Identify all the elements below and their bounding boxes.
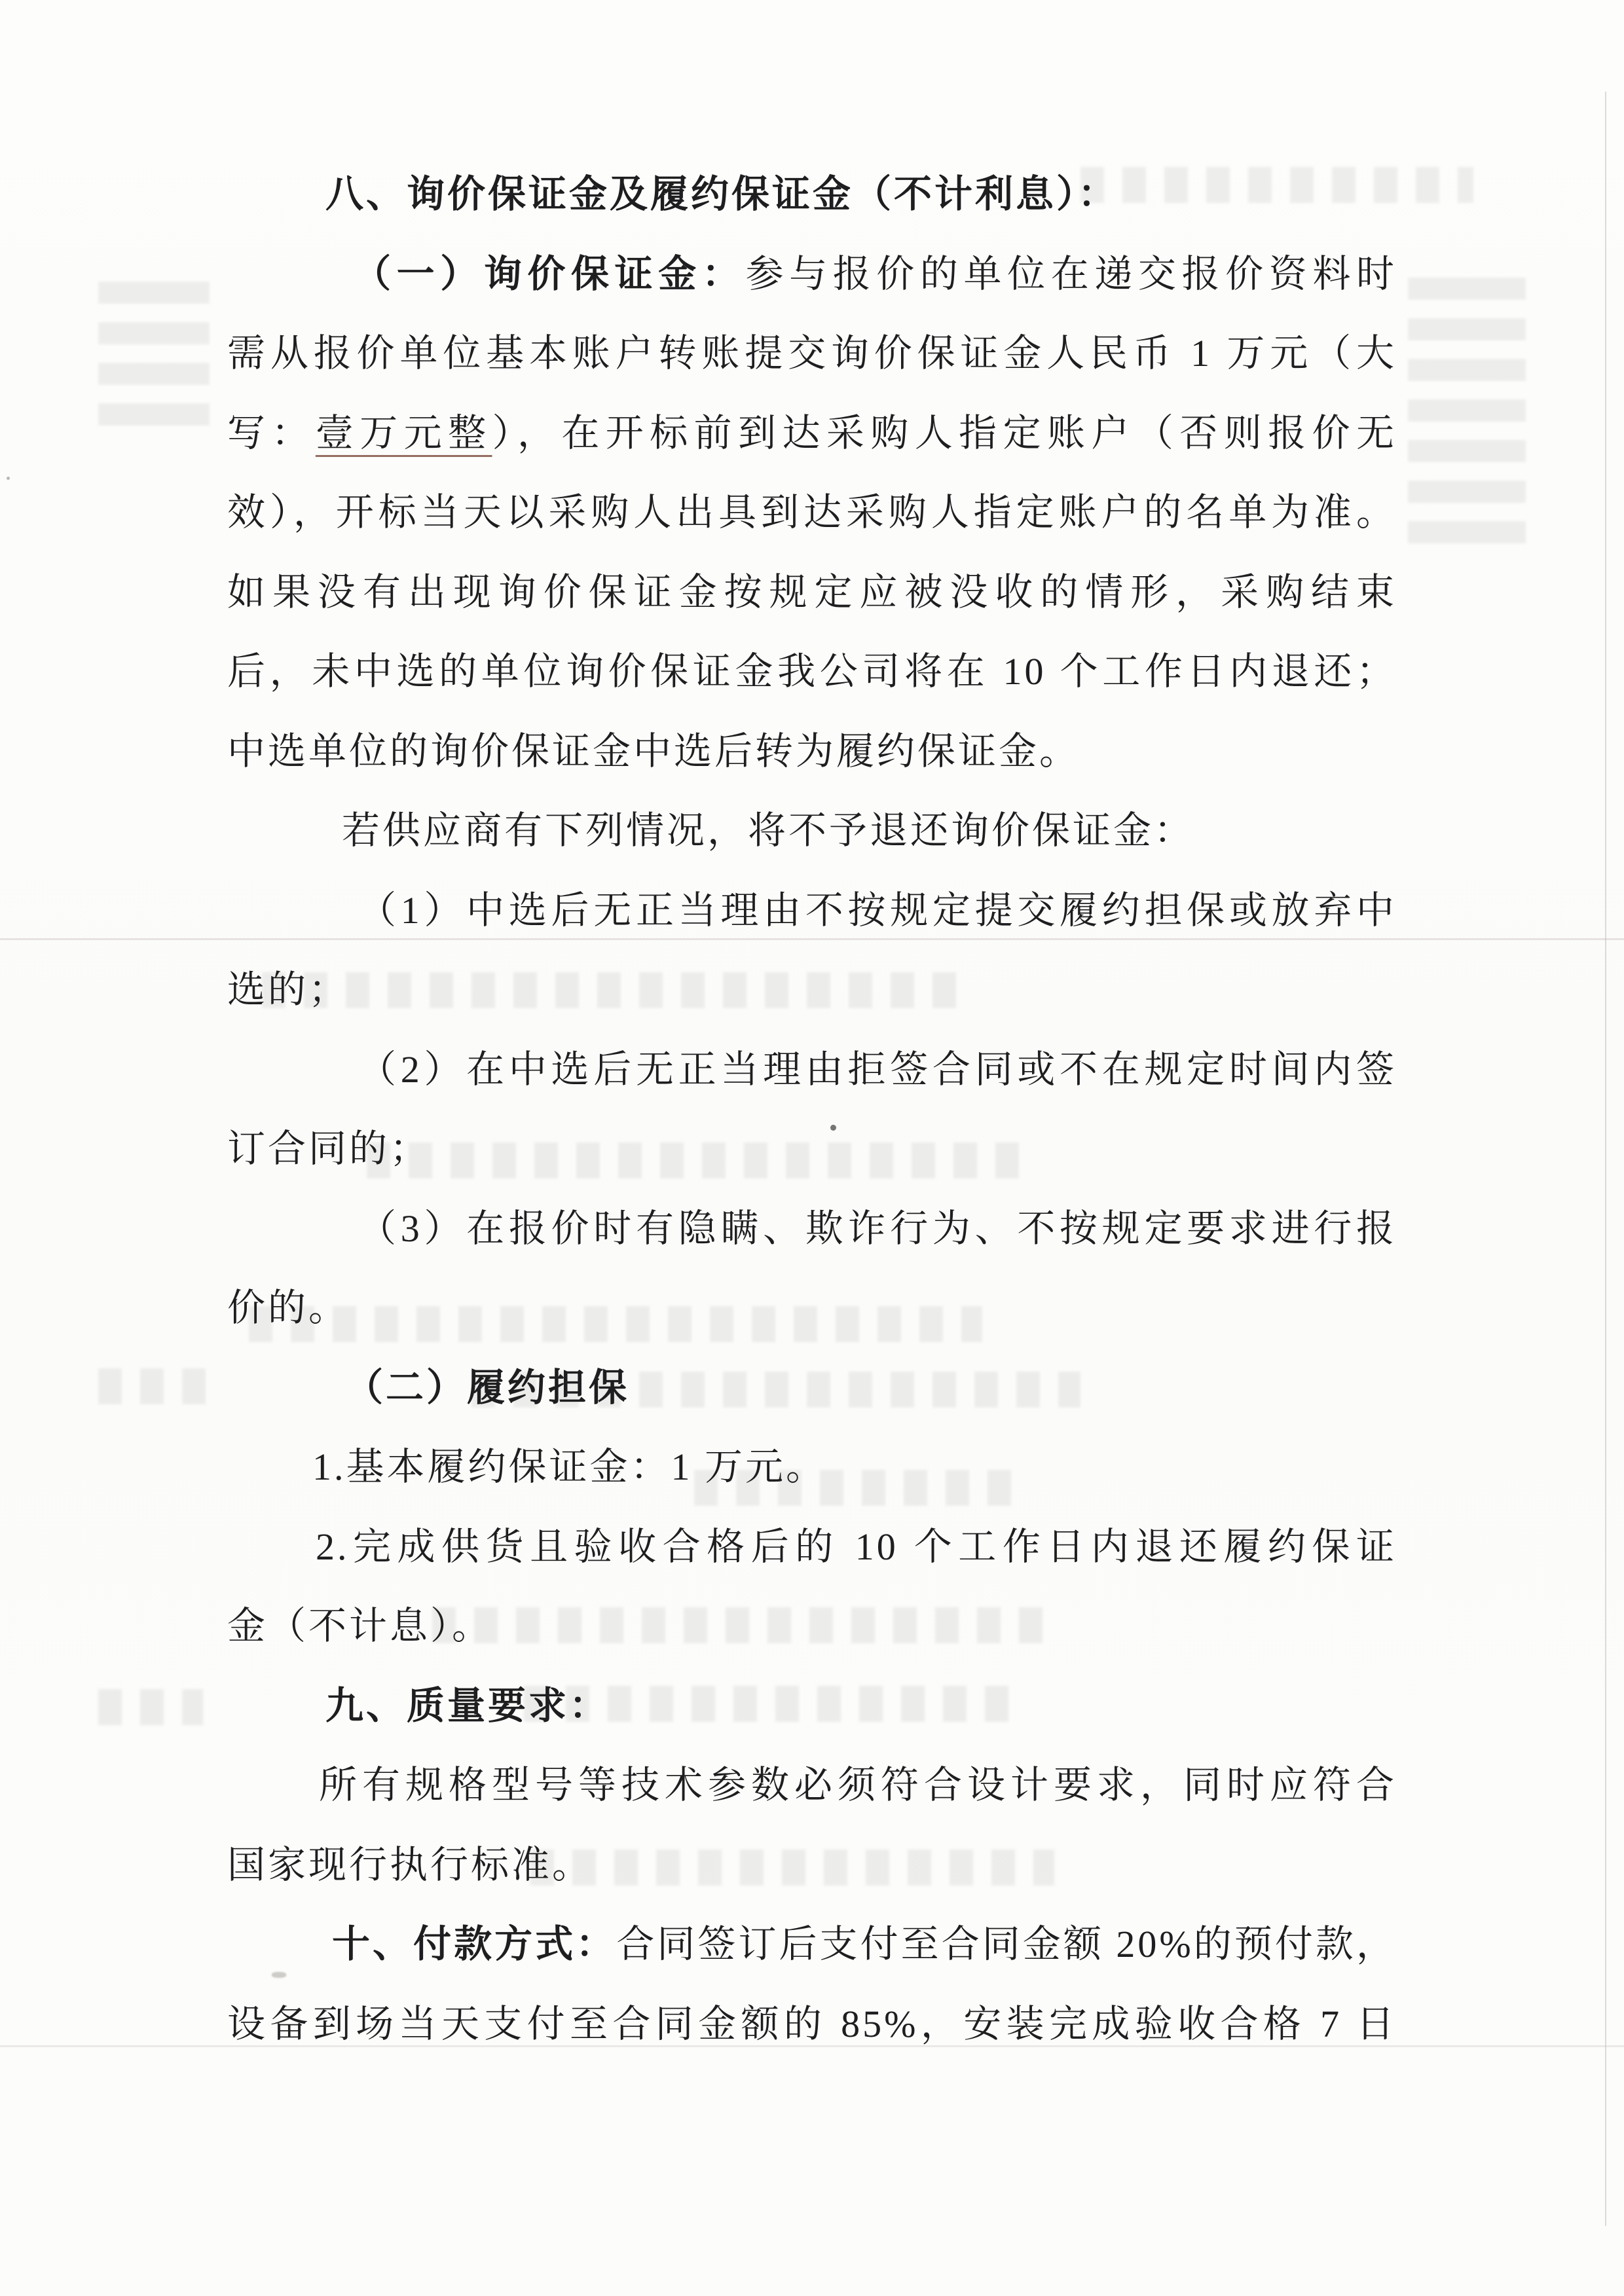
line-text: 国家现行执行标准。 [227, 1843, 593, 1886]
line-text: 价的。 [227, 1286, 350, 1329]
line-text: 订合同的； [227, 1127, 431, 1170]
doc-line [227, 1825, 1397, 1905]
doc-line [227, 473, 1397, 553]
line-text: 若供应商有下列情况，将不予退还询价保证金： [342, 809, 1195, 852]
line-text: 金（不计息）。 [227, 1605, 493, 1647]
heading-subsection-2 [227, 1348, 1397, 1428]
scan-speck [7, 477, 10, 480]
doc-line [227, 234, 1397, 314]
underlined-amount: 壹万元整 [315, 411, 492, 454]
line-text: 后，未中选的单位询价保证金我公司将在 10 个工作日内退还； [227, 650, 1397, 693]
bleedthrough-artifact [98, 268, 210, 426]
doc-line [227, 553, 1397, 632]
list-item-3 [227, 1189, 1397, 1269]
line-text: 中选单位的询价保证金中选后转为履约保证金。 [227, 729, 1080, 773]
doc-line [227, 950, 1397, 1030]
line-text: 参与报价的单位在递交报价资料时 [745, 252, 1397, 295]
line-text: 选的； [227, 968, 350, 1011]
heading-section-8 [227, 155, 1397, 234]
heading-text: 九、质量要求： [325, 1684, 610, 1727]
doc-line [227, 1507, 1397, 1587]
bleedthrough-artifact [98, 1689, 203, 1725]
list-item-2 [227, 1030, 1397, 1110]
heading-section-10 [227, 1904, 1397, 1984]
heading-text: 八、询价保证金及履约保证金（不计利息）： [325, 173, 1119, 215]
doc-line [227, 1586, 1397, 1666]
line-text: 需从报价单位基本账户转账提交询价保证金人民币 1 万元（大 [227, 332, 1397, 374]
line-text: （3）在报价时有隐瞒、欺诈行为、不按规定要求进行报 [358, 1207, 1397, 1250]
line-text: 合同签订后支付至合同金额 20%的预付款， [616, 1923, 1397, 1965]
document-text-block [227, 155, 1397, 2064]
line-text: 2.完成供货且验收合格后的 10 个工作日内退还履约保证 [316, 1525, 1397, 1568]
doc-line [227, 393, 1397, 473]
line-text: （1）中选后无正当理由不按规定提交履约担保或放弃中 [358, 888, 1397, 932]
list-item-1 [227, 871, 1397, 951]
doc-line [227, 1427, 1397, 1507]
heading-text: （二）履约担保 [345, 1366, 630, 1409]
line-text: ），在开标前到达采购人指定账户（否则报价无 [492, 411, 1397, 454]
doc-line [227, 791, 1397, 871]
doc-line [227, 712, 1397, 792]
doc-line [227, 1109, 1397, 1189]
line-lead: 十、付款方式： [332, 1923, 617, 1965]
doc-line [227, 632, 1397, 712]
line-text: 如果没有出现询价保证金按规定应被没收的情形，采购结束 [227, 570, 1397, 613]
scan-edge-line-artifact [1605, 92, 1606, 2226]
line-text: 设备到场当天支付至合同金额的 85%，安装完成验收合格 7 日 [227, 2002, 1397, 2045]
doc-line [227, 1745, 1397, 1825]
line-text: 效），开标当天以采购人出具到达采购人指定账户的名单为准。 [227, 491, 1397, 534]
doc-line [227, 314, 1397, 393]
heading-section-9 [227, 1666, 1397, 1746]
doc-line [227, 1268, 1397, 1348]
line-lead: （一）询价保证金： [353, 252, 746, 295]
bleedthrough-artifact [98, 1368, 210, 1404]
line-text: 写： [227, 411, 316, 454]
line-text: 所有规格型号等技术参数必须符合设计要求，同时应符合 [319, 1764, 1397, 1806]
line-text: 1.基本履约保证金：1 万元。 [312, 1446, 827, 1488]
doc-line [227, 1984, 1397, 2064]
line-text: （2）在中选后无正当理由拒签合同或不在规定时间内签 [358, 1048, 1397, 1091]
bleedthrough-artifact [1408, 268, 1526, 543]
